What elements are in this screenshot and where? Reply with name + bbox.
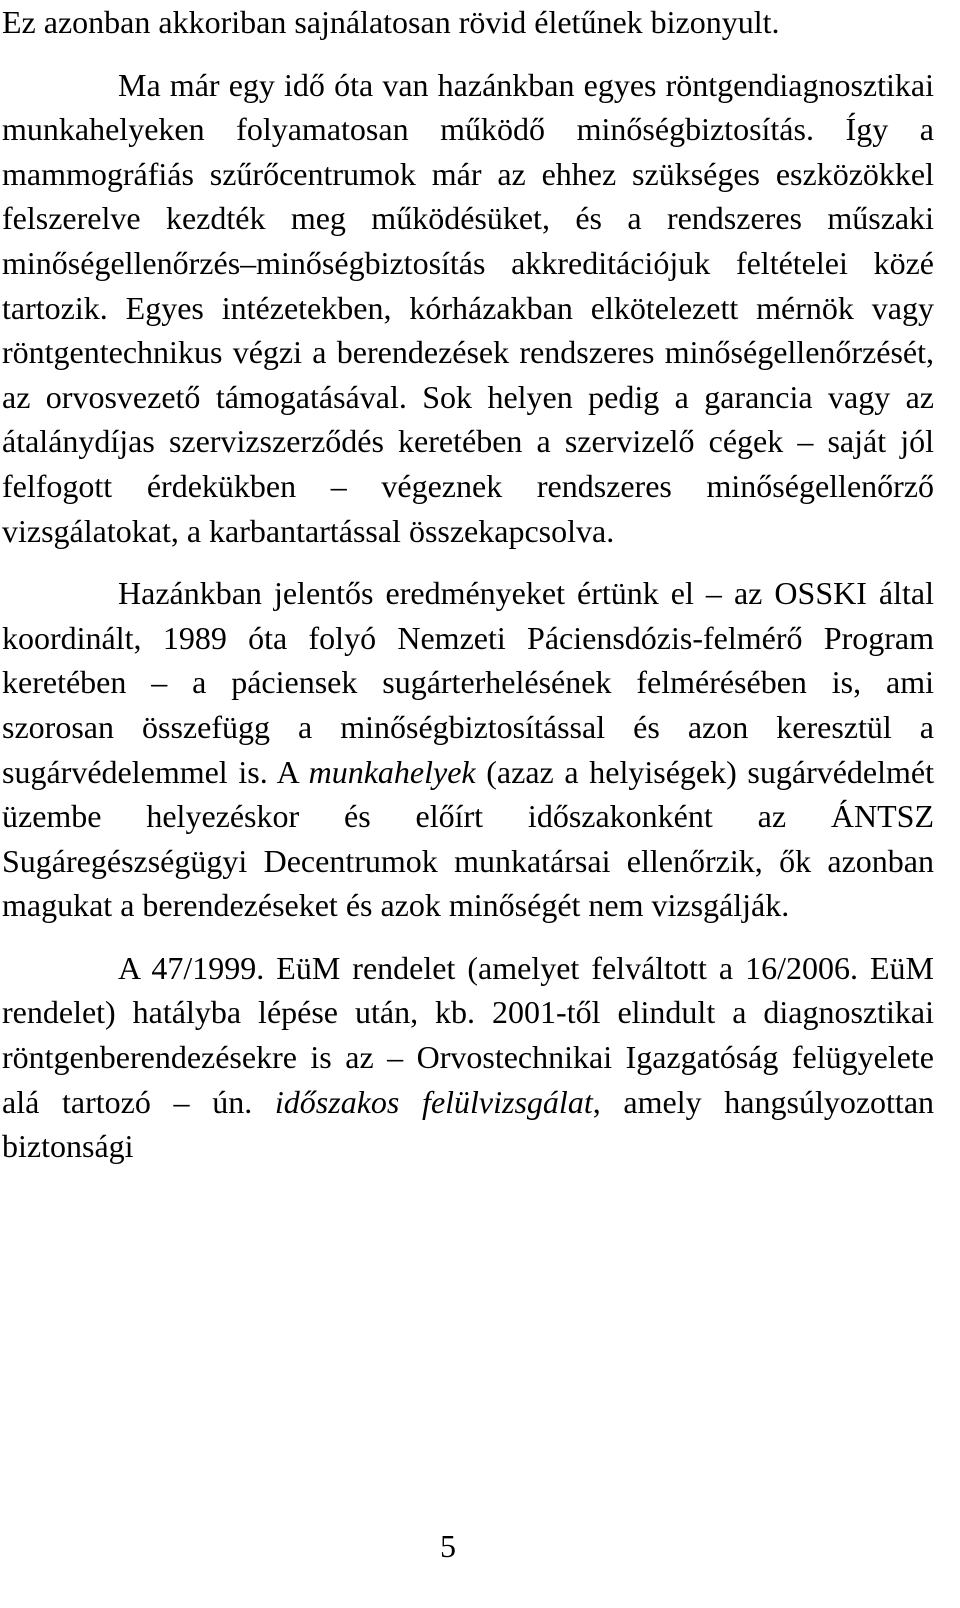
paragraph-3: [2, 571, 934, 928]
paragraph-2: Ma már egy idő óta van hazánkban egyes röntgendiagnosztikai munkahelyeken folyamatosan működő minőségbiztosítás. Így a mammográfiás szűrőcentrumok már az ehhez szükséges eszközökkel felszerelve kezdték meg működésüket, és a rendszeres műszaki minőségellenőrzés–minőségbiztosítás akkreditációjuk feltételei közé tartozik. Egyes intézetekben, kórházakban elkötelezett mérnök vagy röntgentechnikus végzi a berendezések rendszeres minőségellenőrzését, az orvosvezető támogatásával. Sok helyen pedig a garancia vagy az átalánydíjas szervizszerződés keretében a szervizelő cégek – saját jól felfogott érdekükben – végeznek rendszeres minőségellenőrző vizsgálatokat, a karbantartással összekapcsolva.: [2, 66, 934, 549]
paragraph-4: [2, 946, 934, 1169]
paragraph-4-text-b: , amely hangsúlyozottan biztonsági: [2, 1083, 935, 1165]
paragraph-1: Ez azonban akkoriban sajnálatosan rövid életűnek bizonyult.: [2, 4, 780, 40]
page-number: 5: [440, 1528, 456, 1564]
paragraph-4-emphasis: időszakos felülvizsgálat: [274, 1083, 593, 1120]
paragraph-3-emphasis: munkahelyek: [308, 753, 476, 790]
paragraph-3-text-a: Hazánkban jelentős eredményeket értünk el – az OSSKI által koordinált, 1989 óta folyó Nemzeti Páciensdózis-felmérő Program keretében – a páciensek sugárterhelésének felmérésében is, ami szorosan összefügg a minőségbiztosítással és azon keresztül a sugárvédelemmel is. A: [2, 575, 934, 790]
paragraph-4-text-a: A 47/1999. EüM rendelet (amelyet felváltott a 16/2006. EüM rendelet) hatályba lépése után, kb. 2001-től elindult a diagnosztikai röntgenberendezésekre is az – Orvostechnikai Igazgatóság felügyelete alá tartozó – ún.: [2, 949, 934, 1120]
paragraph-3-text-b: (azaz a helyiségek) sugárvédelmét üzembe helyezéskor és előírt időszakonként az ÁNTSZ Sugáregészségügyi Decentrumok munkatársai ellenőrzik, ők azonban magukat a berendezéseket és azok minőségét nem vizsgálják.: [2, 753, 935, 924]
